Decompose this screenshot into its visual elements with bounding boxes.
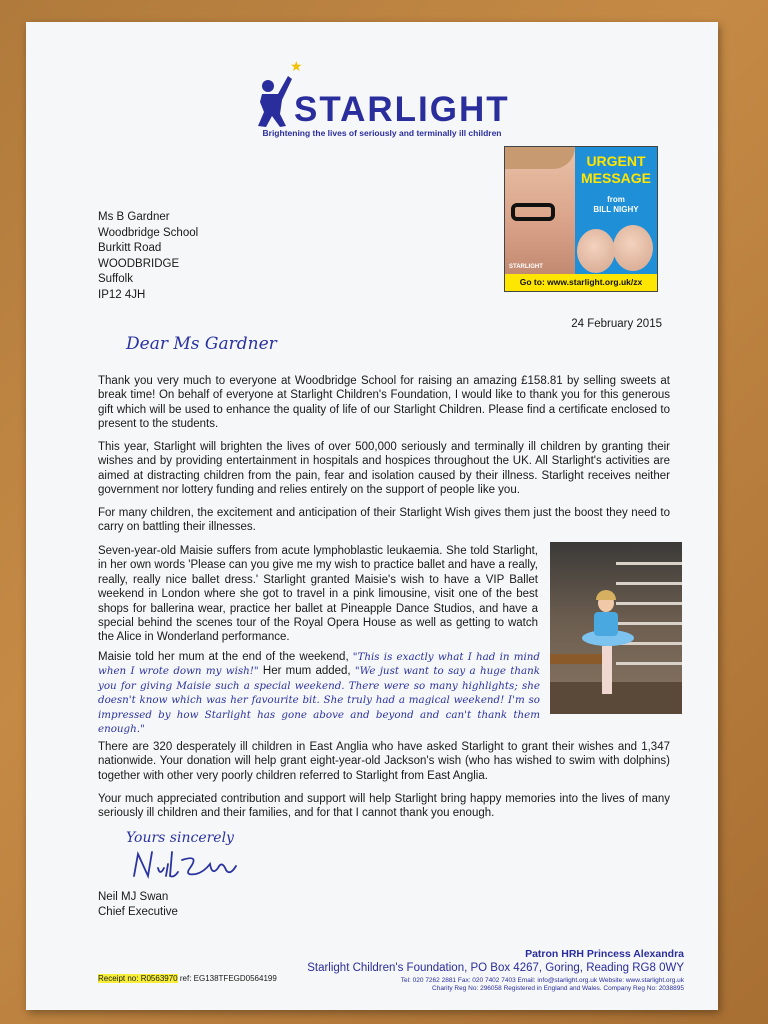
body-paragraph-quote: Maisie told her mum at the end of the weekend, "This is exactly what I had in mind when I wrote down my wish!" Her mum added, "We just want to say a huge thank you for giving Maisie such a special weekend. There were so many highlights; she doesn't know which was her favourite bit. She truly had a magical weekend! I'm so impressed by how Starlight has gone above and beyond and can't thank them enough." (98, 651, 541, 736)
body-paragraph: For many children, the excitement and anticipation of their Starlight Wish gives them just the boost they need to carry on battling their illnesses. (98, 507, 670, 534)
handwritten-closing: Yours sincerely (126, 830, 234, 846)
foundation-address: Starlight Children's Foundation, PO Box 4267, Goring, Reading RG8 0WY (307, 962, 684, 974)
receipt-number: Receipt no: R0563970 (98, 974, 178, 983)
address-line: Suffolk (98, 273, 133, 286)
maisie-ballet-photo (550, 542, 682, 714)
address-line: Woodbridge School (98, 226, 199, 239)
letter-date: 24 February 2015 (571, 318, 662, 330)
body-paragraph: There are 320 desperately ill children in East Anglia who have asked Starlight to grant their wishes and 1,347 nationwide. Your donation will help grant eight-year-old Jackson's wish (who has wished to swim with dolphins) together with other very poorly children referred to Starlight from East Anglia. (98, 741, 670, 782)
star-icon: ★ (290, 58, 303, 74)
child-photo (577, 229, 615, 273)
body-paragraph: Thank you very much to everyone at Woodbridge School for raising an amazing £158.81 by selling sweets at break time! On behalf of everyone at Starlight Children's Foundation, I would like to thank you for this generous gift which will be used to enhance the quality of life of our Starlight Children. Please find a certificate enclosed to present to the students. (98, 375, 670, 431)
urgent-message-advert (504, 146, 658, 292)
glasses-icon (511, 203, 555, 221)
letter-page (26, 22, 718, 1010)
charity-registration: Charity Reg No: 296058 Registered in England and Wales. Company Reg No: 2038895 (432, 985, 684, 992)
signer-block (98, 890, 178, 920)
signer-title: Chief Executive (98, 906, 178, 918)
brand-tagline: Brightening the lives of seriously and terminally ill children (262, 128, 502, 138)
receipt-line (98, 974, 277, 983)
reaching-child-icon (254, 74, 294, 128)
brand-wordmark: STARLIGHT (294, 90, 510, 129)
reference: ref: EG138TFEGD0564199 (179, 974, 277, 983)
address-line: IP12 4JH (98, 288, 146, 301)
signer-name: Neil MJ Swan (98, 891, 169, 903)
letter-footer (307, 948, 684, 992)
advert-from: from (607, 195, 625, 204)
advert-url: Go to: www.starlight.org.uk/zx (505, 274, 657, 291)
recipient-address (98, 210, 198, 304)
signature (130, 846, 240, 886)
body-paragraph: Your much appreciated contribution and support will help Starlight bring happy memories into the lives of many seriously ill children and their families, and for that I cannot thank you enough. (98, 793, 670, 820)
contact-details: Tel: 020 7262 2881 Fax: 020 7402 7403 Email: info@starlight.org.uk Website: www.starlight.org.uk (400, 977, 684, 984)
address-line: Ms B Gardner (98, 211, 170, 223)
advert-headline: URGENT MESSAGE (580, 153, 651, 186)
starlight-logo (252, 40, 512, 140)
body-paragraph: This year, Starlight will brighten the lives of over 500,000 seriously and terminally ill children by granting their wishes and by providing entertainment in hospitals and hospices throughout the UK. All Starlight's activities are aimed at distracting children from the pain, fear and isolation caused by their illness. Starlight receives neither government nor lottery funding and relies entirely on the support of people like you. (98, 441, 670, 497)
address-line: WOODBRIDGE (98, 257, 180, 270)
advert-brand: STARLIGHT (509, 264, 543, 270)
address-line: Burkitt Road (98, 242, 162, 255)
advert-name: BILL NIGHY (593, 205, 639, 214)
patron: Patron HRH Princess Alexandra (525, 948, 684, 960)
bill-nighy-photo (505, 147, 575, 277)
handwritten-greeting: Dear Ms Gardner (126, 334, 277, 354)
handwritten-quote: "We just want to say a huge thank you for giving Maisie such a special weekend. There were so many highlights; she doesn't know which was her favourite bit. She truly had a magical weekend! I'm so impressed by how Starlight has gone above and beyond and can't thank them enough." (98, 665, 541, 736)
body-paragraph: Seven-year-old Maisie suffers from acute lymphoblastic leukaemia. She told Starlight, in her own words 'Please can you give me my wish to practice ballet and have a really, really, really nice ballet dress.' Starlight granted Maisie's wish to have a VIP Ballet weekend in London where she got to travel in a pink limousine, visit one of the best shops for ballerina wear, practice her ballet at Pineapple Dance Studios, and have a special behind the scenes tour of the Royal Opera House as well as getting to watch the Alice in Wonderland performance. (98, 545, 538, 644)
child-photo (613, 225, 653, 271)
handwritten-quote: "This is exactly what I had in mind when I wrote down my wish!" (98, 651, 540, 678)
